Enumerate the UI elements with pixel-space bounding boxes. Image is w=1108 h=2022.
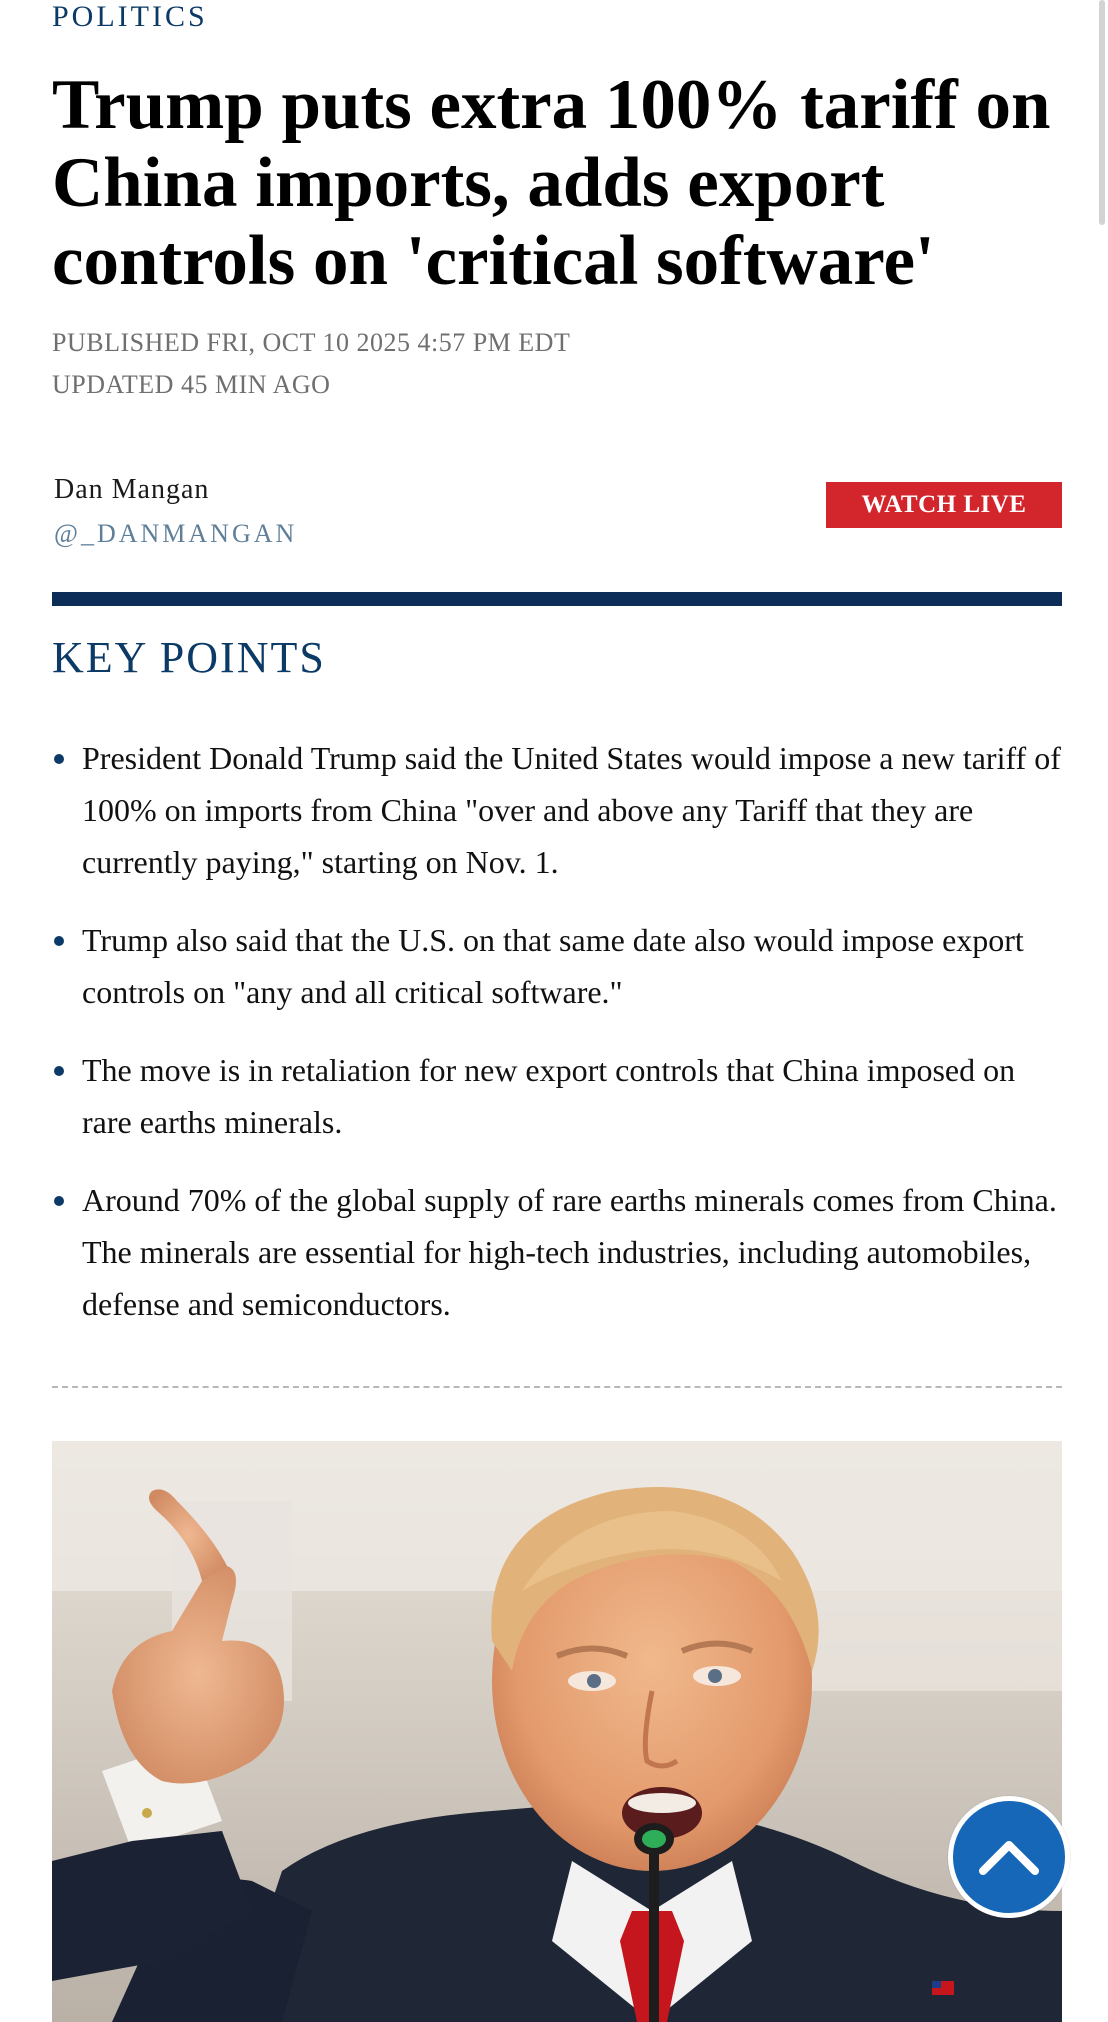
dashed-separator	[52, 1386, 1062, 1388]
article-headline: Trump puts extra 100% tariff on China imports, adds export controls on 'critical software'	[52, 66, 1051, 300]
chevron-up-icon	[977, 1837, 1041, 1877]
watch-live-button[interactable]: WATCH LIVE	[826, 482, 1062, 528]
key-point-item	[52, 1174, 1062, 1330]
bullet-icon	[54, 936, 64, 946]
updated-timestamp: UPDATED 45 MIN AGO	[52, 370, 331, 399]
published-timestamp: PUBLISHED FRI, OCT 10 2025 4:57 PM EDT	[52, 328, 571, 357]
key-point-text: The move is in retaliation for new export controls that China imposed on rare earths minerals.	[82, 1052, 1016, 1140]
hero-image	[52, 1441, 1062, 2022]
author-name[interactable]: Dan Mangan	[54, 474, 210, 505]
key-point-text: Trump also said that the U.S. on that same date also would impose export controls on "any and all critical software."	[82, 922, 1024, 1010]
key-point-item	[52, 732, 1062, 888]
bullet-icon	[54, 1196, 64, 1206]
section-label[interactable]: POLITICS	[52, 0, 208, 33]
bullet-icon	[54, 754, 64, 764]
author-handle[interactable]: @_DANMANGAN	[54, 519, 298, 548]
key-points-list	[52, 732, 1062, 1356]
bullet-icon	[54, 1066, 64, 1076]
key-point-item	[52, 1044, 1062, 1148]
key-points-heading: KEY POINTS	[52, 633, 326, 682]
key-point-item	[52, 914, 1062, 1018]
key-point-text: Around 70% of the global supply of rare earths minerals comes from China. The minerals are essential for high-tech industries, including automobiles, defense and semiconductors.	[82, 1182, 1057, 1322]
hero-photo-illustration	[52, 1441, 1062, 2022]
section-divider-bar	[52, 592, 1062, 606]
scrollbar-thumb[interactable]	[1099, 0, 1105, 225]
key-point-text: President Donald Trump said the United States would impose a new tariff of 100% on imports from China "over and above any Tariff that they are currently paying," starting on Nov. 1.	[82, 740, 1061, 880]
back-to-top-button[interactable]	[948, 1796, 1070, 1918]
